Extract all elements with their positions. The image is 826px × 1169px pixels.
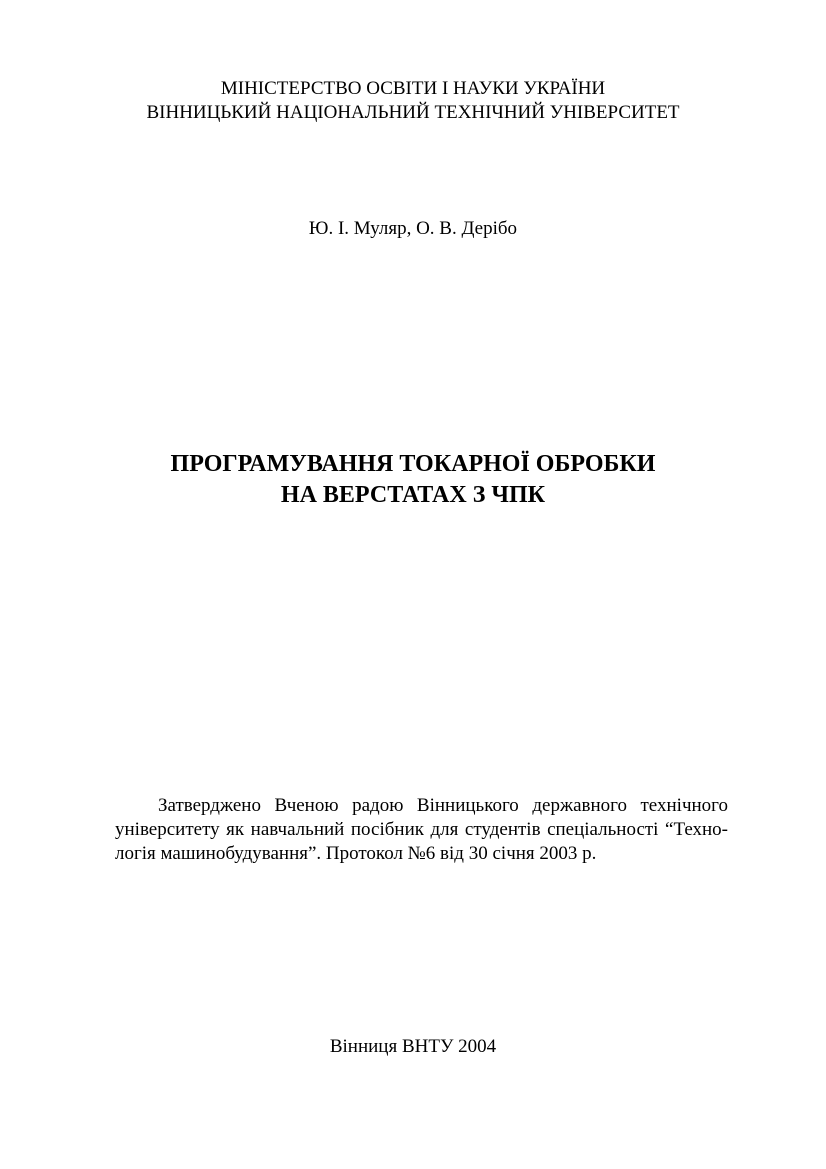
publication-imprint: Вінниця ВНТУ 2004 (329, 1036, 497, 1057)
authors: Ю. І. Муляр, О. В. Дерібо (308, 218, 518, 239)
university-name: ВІННИЦЬКИЙ НАЦІОНАЛЬНИЙ ТЕХНІЧНИЙ УНІВЕРСИТЕТ (146, 102, 680, 123)
book-title-line-2: НА ВЕРСТАТАХ З ЧПК (280, 482, 546, 508)
approval-statement (115, 794, 728, 866)
ministry-name: МІНІСТЕРСТВО ОСВІТИ І НАУКИ УКРАЇНИ (220, 78, 606, 99)
approval-text: Затверджено Вченою радою Вінницького державного технічного університету як навчальний посібник для студентів спеціальності “Техно-логія машинобудування”. Протокол №6 від 30 січня 2003 р. (115, 795, 728, 864)
book-title-line-1: ПРОГРАМУВАННЯ ТОКАРНОЇ ОБРОБКИ (170, 451, 656, 477)
